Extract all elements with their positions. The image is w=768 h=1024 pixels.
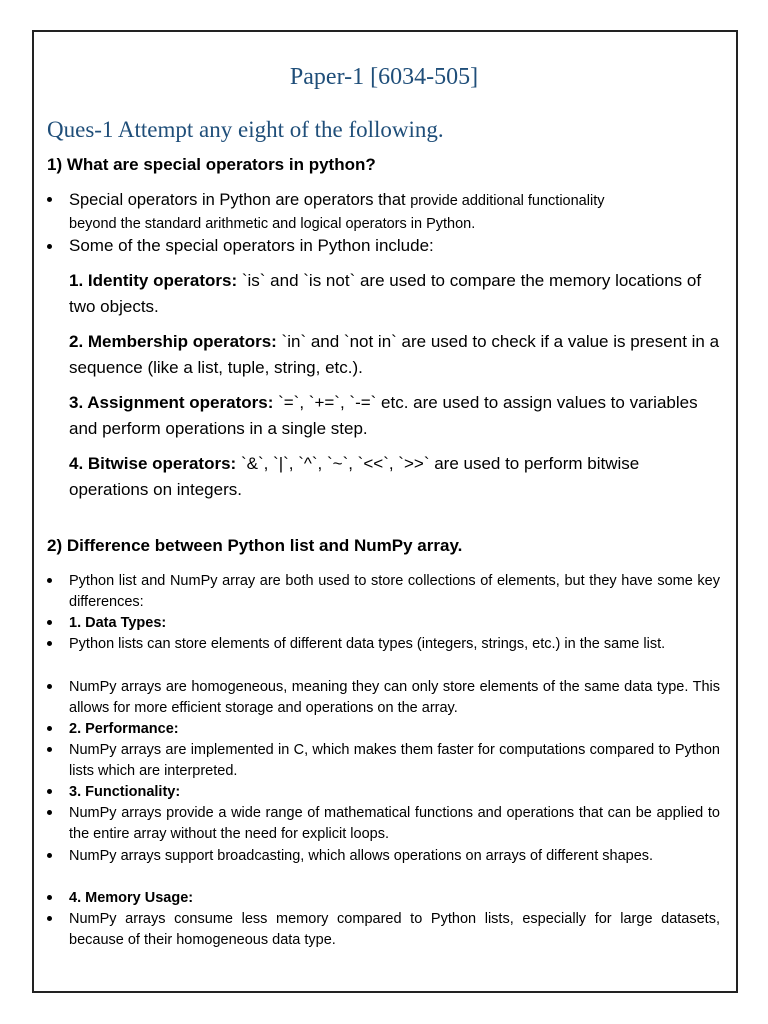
q1-item-label: 2. Membership operators: xyxy=(69,332,277,351)
q2-bullet: Python list and NumPy array are both used to store collections of elements, but they have some key differences: xyxy=(69,571,720,612)
q2-bullet: NumPy arrays support broadcasting, which allows operations on arrays of different shapes. xyxy=(69,846,720,867)
question-heading: Ques-1 Attempt any eight of the following. xyxy=(47,117,444,142)
q2-bullet: NumPy arrays consume less memory compared to Python lists, especially for large datasets, because of their homogeneous data type. xyxy=(69,909,720,950)
paper-title: Paper-1 [6034-505] xyxy=(289,64,479,90)
q1-item-label: 1. Identity operators: xyxy=(69,271,238,290)
q2-subheading xyxy=(69,782,720,803)
q1-heading: 1) What are special operators in python? xyxy=(47,155,376,174)
q2-subheading-text: 1. Data Types: xyxy=(69,615,167,631)
q1-item-membership xyxy=(69,329,720,381)
q2-subheading xyxy=(69,719,720,740)
q1-bullet-1 xyxy=(69,189,720,235)
q1-item-identity xyxy=(69,268,720,320)
q2-heading: 2) Difference between Python list and NumPy array. xyxy=(47,536,463,555)
q2-bullet: Python lists can store elements of different data types (integers, strings, etc.) in the same list. xyxy=(69,634,720,655)
q1-item-text: `in` and `not in` are used to check if a value is present in a sequence (like a list, tuple, string, etc.). xyxy=(69,332,720,377)
q2-subheading-text: 3. Functionality: xyxy=(69,784,181,800)
q2-subheading-text: 2. Performance: xyxy=(69,721,179,737)
q2-subheading xyxy=(69,613,720,634)
q1-bullet-1-part3: beyond the standard arithmetic and logical operators in Python. xyxy=(69,216,476,232)
q1-bullet-2: Some of the special operators in Python include: xyxy=(69,235,720,257)
q1-bullet-1-part1: Special operators in Python are operators that xyxy=(69,191,411,209)
q2-bullet: NumPy arrays are homogeneous, meaning they can only store elements of the same data type. This allows for more efficient storage and operations on the array. xyxy=(69,677,720,718)
q1-item-text: `=`, `+=`, `-=` etc. are used to assign values to variables and perform operations in a single step. xyxy=(69,393,698,438)
q1-item-bitwise xyxy=(69,451,720,503)
q1-item-label: 4. Bitwise operators: xyxy=(69,454,237,473)
q1-item-text: `&`, `|`, `^`, `~`, `<<`, `>>` are used to perform bitwise operations on integers. xyxy=(69,454,640,499)
q1-bullet-1-part2: provide additional functionality xyxy=(410,193,605,209)
q2-bullet: NumPy arrays are implemented in C, which makes them faster for computations compared to Python lists which are interpreted. xyxy=(69,740,720,781)
q2-bullet: NumPy arrays provide a wide range of mathematical functions and operations that can be applied to the entire array without the need for explicit loops. xyxy=(69,803,720,844)
q2-subheading-text: 4. Memory Usage: xyxy=(69,890,194,906)
q1-item-assignment xyxy=(69,390,720,442)
q1-item-label: 3. Assignment operators: xyxy=(69,393,274,412)
q1-item-text: `is` and `is not` are used to compare the memory locations of two objects. xyxy=(69,271,702,316)
q2-subheading xyxy=(69,888,720,909)
